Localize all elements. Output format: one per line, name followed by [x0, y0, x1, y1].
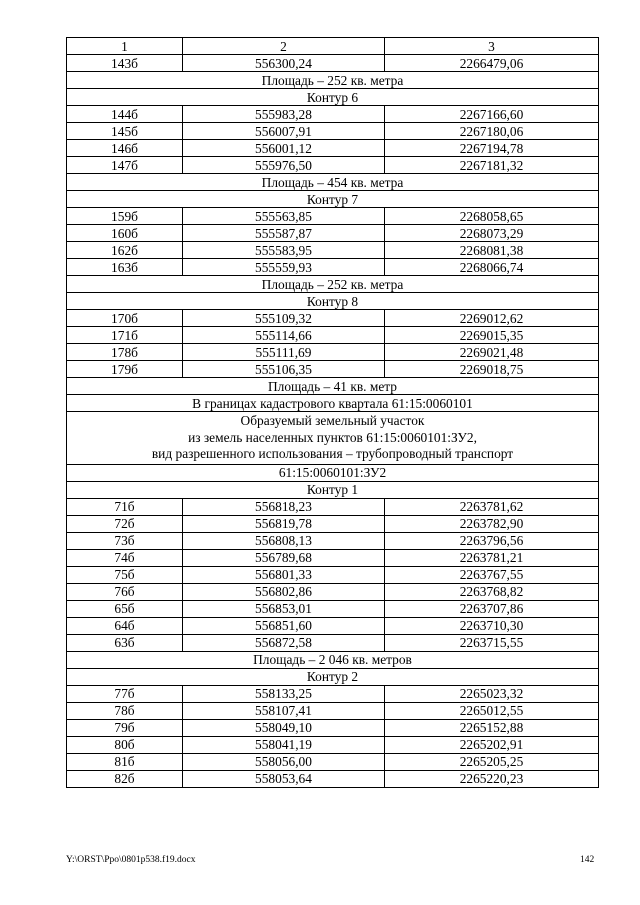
table-row	[67, 327, 599, 344]
y-coordinate-cell: 2269012,62	[385, 310, 599, 327]
point-cell: 146б	[67, 140, 183, 157]
section-line: В границах кадастрового квартала 61:15:0060101	[192, 395, 473, 411]
section-line: Контур 8	[306, 293, 359, 309]
coordinates-table	[66, 37, 599, 788]
x-coordinate-cell: 555583,95	[183, 242, 385, 259]
x-coordinate-cell: 558049,10	[183, 719, 385, 736]
point-cell: 159б	[67, 208, 183, 225]
x-coordinate-cell: 556808,13	[183, 532, 385, 549]
x-coordinate-cell: 555559,93	[183, 259, 385, 276]
point-cell: 144б	[67, 106, 183, 123]
table-row	[67, 344, 599, 361]
section-line: Площадь – 252 кв. метра	[261, 276, 404, 292]
section-line: Контур 7	[306, 191, 359, 207]
point-cell: 143б	[67, 55, 183, 72]
footer-page-number: 142	[580, 855, 595, 865]
table-row	[67, 634, 599, 651]
section-cell	[67, 412, 599, 465]
y-coordinate-cell: 2263707,86	[385, 600, 599, 617]
x-coordinate-cell: 556789,68	[183, 549, 385, 566]
point-cell: 79б	[67, 719, 183, 736]
section-cell	[67, 276, 599, 293]
table-row	[67, 259, 599, 276]
y-coordinate-cell: 2263710,30	[385, 617, 599, 634]
point-cell: 63б	[67, 634, 183, 651]
x-coordinate-cell: 555983,28	[183, 106, 385, 123]
point-cell: 170б	[67, 310, 183, 327]
section-cell	[67, 89, 599, 106]
section-cell	[67, 293, 599, 310]
section-line: Образуемый земельный участок	[240, 413, 425, 428]
y-coordinate-cell: 2265220,23	[385, 770, 599, 787]
x-coordinate-cell: 555109,32	[183, 310, 385, 327]
y-coordinate-cell: 2265023,32	[385, 685, 599, 702]
table-body	[67, 38, 599, 788]
section-cell	[67, 651, 599, 668]
point-cell: 65б	[67, 600, 183, 617]
table-row	[67, 600, 599, 617]
table-row	[67, 770, 599, 787]
point-cell: 179б	[67, 361, 183, 378]
y-coordinate-cell: 2267194,78	[385, 140, 599, 157]
y-coordinate-cell: 2265152,88	[385, 719, 599, 736]
section-line: Площадь – 41 кв. метр	[267, 378, 397, 394]
section-row	[67, 293, 599, 310]
point-cell: 145б	[67, 123, 183, 140]
point-cell: 162б	[67, 242, 183, 259]
y-coordinate-cell: 2263781,62	[385, 498, 599, 515]
section-row	[67, 464, 599, 481]
y-coordinate-cell: 2268058,65	[385, 208, 599, 225]
point-cell: 81б	[67, 753, 183, 770]
point-cell: 78б	[67, 702, 183, 719]
point-cell: 160б	[67, 225, 183, 242]
header-row	[67, 38, 599, 55]
y-coordinate-cell: 2268081,38	[385, 242, 599, 259]
x-coordinate-cell: 556007,91	[183, 123, 385, 140]
x-coordinate-cell: 556851,60	[183, 617, 385, 634]
section-cell	[67, 395, 599, 412]
section-row	[67, 174, 599, 191]
section-cell	[67, 668, 599, 685]
section-line: Контур 6	[306, 89, 359, 105]
y-coordinate-cell: 2267181,32	[385, 157, 599, 174]
table-row	[67, 736, 599, 753]
section-row	[67, 668, 599, 685]
y-coordinate-cell: 2269021,48	[385, 344, 599, 361]
y-coordinate-cell: 2263768,82	[385, 583, 599, 600]
point-cell: 171б	[67, 327, 183, 344]
y-coordinate-cell: 2269015,35	[385, 327, 599, 344]
table-row	[67, 549, 599, 566]
point-cell: 82б	[67, 770, 183, 787]
table-row	[67, 583, 599, 600]
table-row	[67, 566, 599, 583]
y-coordinate-cell: 2265205,25	[385, 753, 599, 770]
table-row	[67, 617, 599, 634]
x-coordinate-cell: 556819,78	[183, 515, 385, 532]
header-cell-y: 3	[385, 38, 599, 55]
section-line: Площадь – 454 кв. метра	[261, 174, 404, 190]
table-row	[67, 515, 599, 532]
section-cell	[67, 72, 599, 89]
header-cell-point: 1	[67, 38, 183, 55]
y-coordinate-cell: 2268073,29	[385, 225, 599, 242]
y-coordinate-cell: 2263767,55	[385, 566, 599, 583]
y-coordinate-cell: 2269018,75	[385, 361, 599, 378]
table-row	[67, 361, 599, 378]
section-line: Площадь – 2 046 кв. метров	[253, 652, 412, 667]
point-cell: 64б	[67, 617, 183, 634]
header-cell-x: 2	[183, 38, 385, 55]
y-coordinate-cell: 2267180,06	[385, 123, 599, 140]
x-coordinate-cell: 556818,23	[183, 498, 385, 515]
table-row	[67, 753, 599, 770]
y-coordinate-cell: 2265012,55	[385, 702, 599, 719]
x-coordinate-cell: 558107,41	[183, 702, 385, 719]
point-cell: 71б	[67, 498, 183, 515]
section-line: Площадь – 252 кв. метра	[261, 72, 404, 88]
y-coordinate-cell: 2268066,74	[385, 259, 599, 276]
x-coordinate-cell: 556801,33	[183, 566, 385, 583]
point-cell: 72б	[67, 515, 183, 532]
x-coordinate-cell: 555106,35	[183, 361, 385, 378]
x-coordinate-cell: 556872,58	[183, 634, 385, 651]
table-row	[67, 719, 599, 736]
point-cell: 147б	[67, 157, 183, 174]
table-row	[67, 242, 599, 259]
x-coordinate-cell: 556001,12	[183, 140, 385, 157]
footer-file-path: Y:\ORST\Ppo\0801p538.f19.docx	[66, 855, 196, 865]
section-row	[67, 412, 599, 465]
y-coordinate-cell: 2267166,60	[385, 106, 599, 123]
y-coordinate-cell: 2263782,90	[385, 515, 599, 532]
y-coordinate-cell: 2263715,55	[385, 634, 599, 651]
section-row	[67, 378, 599, 395]
x-coordinate-cell: 555111,69	[183, 344, 385, 361]
x-coordinate-cell: 558056,00	[183, 753, 385, 770]
y-coordinate-cell: 2263781,21	[385, 549, 599, 566]
point-cell: 163б	[67, 259, 183, 276]
section-row	[67, 191, 599, 208]
point-cell: 80б	[67, 736, 183, 753]
section-cell	[67, 481, 599, 498]
table-row	[67, 106, 599, 123]
table-row	[67, 685, 599, 702]
point-cell: 77б	[67, 685, 183, 702]
section-row	[67, 651, 599, 668]
x-coordinate-cell: 555587,87	[183, 225, 385, 242]
section-line: Контур 1	[306, 482, 359, 497]
table-row	[67, 310, 599, 327]
section-row	[67, 89, 599, 106]
section-line: Контур 2	[306, 669, 359, 684]
section-row	[67, 276, 599, 293]
table-row	[67, 702, 599, 719]
point-cell: 178б	[67, 344, 183, 361]
x-coordinate-cell: 555563,85	[183, 208, 385, 225]
y-coordinate-cell: 2266479,06	[385, 55, 599, 72]
table-row	[67, 532, 599, 549]
section-cell	[67, 174, 599, 191]
section-row	[67, 481, 599, 498]
x-coordinate-cell: 558041,19	[183, 736, 385, 753]
table-row	[67, 498, 599, 515]
section-cell	[67, 464, 599, 481]
x-coordinate-cell: 556300,24	[183, 55, 385, 72]
point-cell: 75б	[67, 566, 183, 583]
x-coordinate-cell: 556802,86	[183, 583, 385, 600]
point-cell: 74б	[67, 549, 183, 566]
section-cell	[67, 378, 599, 395]
section-line: 61:15:0060101:ЗУ2	[278, 465, 387, 480]
section-line: из земель населенных пунктов 61:15:0060101:ЗУ2,	[188, 429, 477, 445]
table-row	[67, 140, 599, 157]
point-cell: 76б	[67, 583, 183, 600]
x-coordinate-cell: 555976,50	[183, 157, 385, 174]
x-coordinate-cell: 558053,64	[183, 770, 385, 787]
table-row	[67, 157, 599, 174]
table-row	[67, 208, 599, 225]
section-cell	[67, 191, 599, 208]
x-coordinate-cell: 558133,25	[183, 685, 385, 702]
table-row	[67, 123, 599, 140]
point-cell: 73б	[67, 532, 183, 549]
section-line: вид разрешенного использования – трубопроводный транспорт	[151, 446, 514, 461]
y-coordinate-cell: 2263796,56	[385, 532, 599, 549]
x-coordinate-cell: 556853,01	[183, 600, 385, 617]
section-row	[67, 395, 599, 412]
table-row	[67, 55, 599, 72]
table-row	[67, 225, 599, 242]
y-coordinate-cell: 2265202,91	[385, 736, 599, 753]
x-coordinate-cell: 555114,66	[183, 327, 385, 344]
section-row	[67, 72, 599, 89]
